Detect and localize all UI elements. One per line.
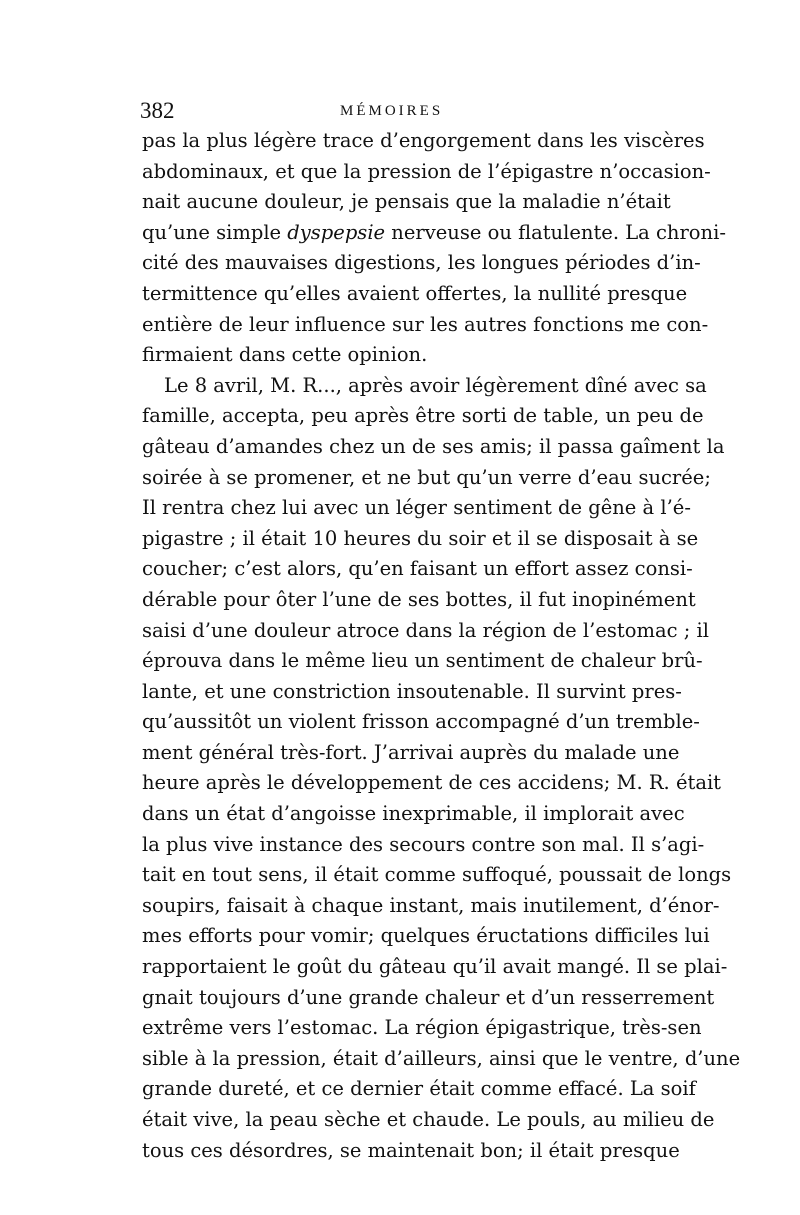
- text-line-26: soupirs, faisait à chaque instant, mais inutilement, d’énor-: [142, 893, 720, 917]
- text-line-29: gnait toujours d’une grande chaleur et d’un resserrement: [142, 985, 715, 1009]
- text-line-30: extrême vers l’estomac. La région épigastrique, très-sen: [142, 1016, 702, 1040]
- text-line-20: qu’aussitôt un violent frisson accompagné d’un tremble-: [142, 710, 700, 734]
- text-line-5: cité des mauvaises digestions, les longues périodes d’in-: [142, 251, 701, 275]
- text-line-22: heure après le développement de ces accidens; M. R. était: [142, 771, 722, 795]
- text-line-3: nait aucune douleur, je pensais que la maladie n’était: [142, 190, 671, 214]
- text-line-33: était vive, la peau sèche et chaude. Le pouls, au milieu de: [142, 1108, 715, 1131]
- italic-term-dyspepsie: dyspepsie: [287, 220, 386, 244]
- text-line-28: rapportaient le goût du gâteau qu’il avait mangé. Il se plai-: [142, 955, 728, 979]
- running-title: MÉMOIRES: [340, 103, 444, 119]
- text-line-21: ment général très-fort. J’arrivai auprès du malade une: [142, 740, 680, 764]
- text-line-12: soirée à se promener, et ne but qu’un verre d’eau sucrée;: [142, 465, 711, 489]
- text-line-14: pigastre ; il était 10 heures du soir et il se disposait à se: [142, 526, 699, 550]
- text-line-16: dérable pour ôter l’une de ses bottes, il fut inopinément: [142, 587, 696, 611]
- text-line-25: tait en tout sens, il était comme suffoqué, poussait de longs: [142, 863, 732, 887]
- text-line-8: firmaient dans cette opinion.: [142, 343, 428, 367]
- text-line-24: la plus vive instance des secours contre son mal. Il s’agi-: [142, 832, 705, 856]
- text-line-1: pas la plus légère trace d’engorgement dans les viscères: [142, 129, 705, 152]
- text-line-27: mes efforts pour vomir; quelques éructations difficiles lui: [142, 924, 710, 948]
- text-line-31: sible à la pression, était d’ailleurs, ainsi que le ventre, d’une: [142, 1046, 741, 1070]
- text-line-11: gâteau d’amandes chez un de ses amis; il passa gaîment la: [142, 434, 725, 458]
- page-number: 382: [140, 98, 175, 123]
- text-line-9: Le 8 avril, M. R..., après avoir légèrement dîné avec sa: [164, 373, 707, 397]
- text-line-19: lante, et une constriction insoutenable. Il survint pres-: [142, 679, 682, 703]
- running-head: [140, 98, 668, 128]
- text-line-10: famille, accepta, peu après être sorti de table, un peu de: [142, 404, 704, 428]
- text-line-4-start: qu’une simple: [142, 220, 282, 244]
- text-line-4-end: nerveuse ou flatulente. La chroni-: [391, 220, 726, 244]
- text-line-13: Il rentra chez lui avec un léger sentiment de gêne à l’é-: [142, 496, 691, 520]
- text-line-6: termittence qu’elles avaient offertes, la nullité presque: [142, 281, 688, 305]
- text-line-15: coucher; c’est alors, qu’en faisant un effort assez consi-: [142, 557, 693, 581]
- text-line-7: entière de leur influence sur les autres fonctions me con-: [142, 312, 709, 336]
- text-line-34: tous ces désordres, se maintenait bon; il était presque: [142, 1138, 680, 1162]
- text-line-32: grande dureté, et ce dernier était comme effacé. La soif: [142, 1077, 696, 1101]
- text-line-2: abdominaux, et que la pression de l’épigastre n’occasion-: [142, 159, 711, 183]
- text-line-23: dans un état d’angoisse inexprimable, il implorait avec: [142, 802, 685, 826]
- text-line-17: saisi d’une douleur atroce dans la région de l’estomac ; il: [142, 618, 709, 642]
- text-line-18: éprouva dans le même lieu un sentiment de chaleur brû-: [142, 649, 703, 673]
- body-text: [142, 126, 741, 1166]
- text-line-4: [142, 218, 726, 249]
